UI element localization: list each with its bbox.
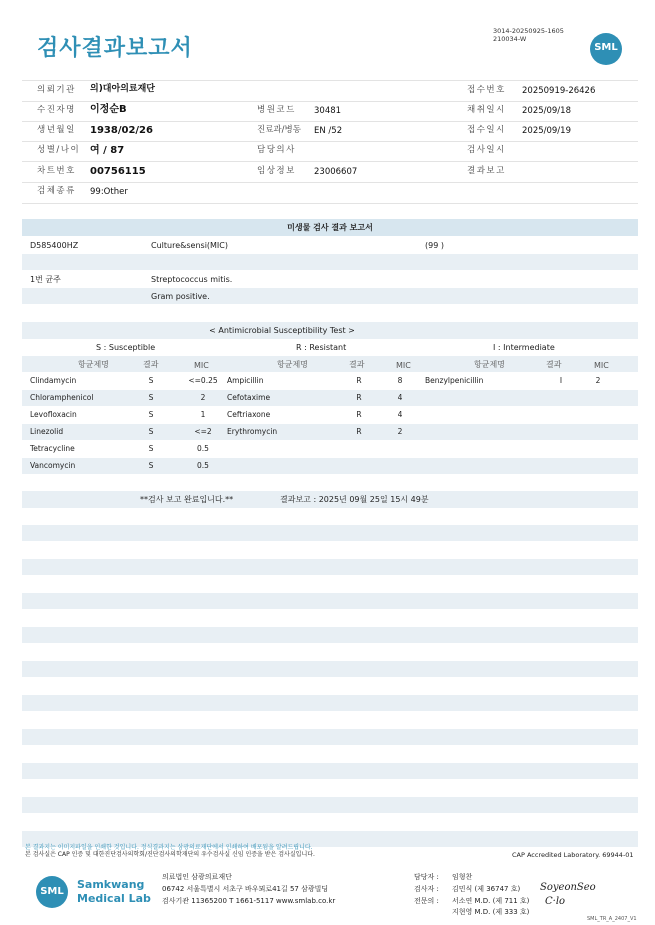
receipt-no-label: 접수번호 [467,85,506,95]
report-label: 결과보고 [467,166,506,176]
receipt-no-value: 20250919-26426 [522,86,596,96]
ast-drug-name: Ceftriaxone [227,410,271,419]
chart-label: 차트번호 [37,166,76,176]
ast-mic: 2 [200,393,206,402]
chart-value: 00756115 [90,166,146,177]
footer-address: 06742 서울특별시 서초구 바우뫼로41길 57 삼광빌딩 [162,885,329,893]
sml-logo-text: SML [594,42,618,53]
col-result-3: 결과 [546,360,562,369]
col-drug-1: 항균제명 [78,360,109,369]
hospcode-label: 병원코드 [257,105,296,115]
tester-label: 검사자 : [414,885,439,893]
footer-contact: 검사기관 11365200 T 1661-5117 www.smlab.co.kr [162,897,336,905]
col-result-2: 결과 [349,360,365,369]
form-code: SML_TR_A_2407_V1 [587,916,637,922]
ast-result: S [148,393,154,402]
ast-mic: 2 [397,427,403,436]
ast-result: S [148,444,154,453]
name-label: 수진자명 [37,105,76,115]
complete-message: **검사 보고 완료입니다.** [140,495,234,504]
col-mic-1: MIC [194,361,209,370]
col-result-1: 결과 [143,360,159,369]
ast-mic: 8 [397,376,403,385]
micro-test-code: (99 ) [425,241,444,250]
clinical-label: 임상정보 [257,166,296,176]
ast-result: S [148,410,154,419]
report-time: 결과보고 : 2025년 09월 25일 15시 49분 [280,495,429,504]
name-value: 이정순B [90,104,127,115]
sex-value: 여 / 87 [90,145,125,156]
isolate-label: 1번 균주 [30,275,61,284]
dob-value: 1938/02/26 [90,125,153,136]
ast-mic: <=2 [194,427,212,436]
doctor-label: 담당의사 [257,145,296,155]
ast-drug-name: Clindamycin [30,376,77,385]
ast-drug-name: Levofloxacin [30,410,77,419]
ast-drug-name: Benzylpenicillin [425,376,484,385]
expert-name-2: 지현영 M.D. (제 333 호) [452,908,530,916]
ast-mic: 2 [595,376,601,385]
gram-stain: Gram positive. [151,292,210,301]
expert-label: 전문의 : [414,897,439,905]
dob-label: 생년월일 [37,125,76,135]
micro-section-title: 미생물 검사 결과 보고서 [287,223,373,232]
legend-intermediate: I : Intermediate [493,343,555,352]
sex-label: 성별/나이 [37,145,81,155]
specimen-label: 검체종류 [37,186,76,196]
dept-value: EN /52 [314,126,343,136]
col-drug-3: 항균제명 [474,360,505,369]
legend-susceptible: S : Susceptible [96,343,156,352]
col-mic-3: MIC [594,361,609,370]
hospcode-value: 30481 [314,106,342,116]
footer-org: 의료법인 삼광의료재단 [162,873,232,881]
org-value: 의)대아의료재단 [90,84,155,94]
expert-name-1: 서소연 M.D. (제 711 호) [452,897,530,905]
organism: Streptococcus mitis. [151,275,233,284]
ast-drug-name: Cefotaxime [227,393,271,402]
micro-code: D585400HZ [30,241,79,250]
ast-title: < Antimicrobial Susceptibility Test > [209,326,355,335]
collect-value: 2025/09/18 [522,106,571,116]
ast-result: R [356,410,362,419]
dept-label: 진료과/병동 [257,125,301,135]
ast-result: R [356,427,362,436]
manager-name: 임형찬 [452,873,473,881]
col-drug-2: 항균제명 [277,360,308,369]
ast-mic: 4 [397,410,403,419]
specimen-value: 99:Other [90,187,128,197]
org-label: 의뢰기관 [37,85,76,95]
ast-mic: 0.5 [197,461,209,470]
ast-drug-name: Tetracycline [30,444,75,453]
ast-result: R [356,376,362,385]
report-title: 검사결과보고서 [37,36,193,61]
ast-drug-name: Erythromycin [227,427,278,436]
col-mic-2: MIC [396,361,411,370]
ast-mic: 4 [397,393,403,402]
receipt-date-value: 2025/09/19 [522,126,571,136]
ast-mic: <=0.25 [188,376,218,385]
ast-result: S [148,461,154,470]
sml-footer-logo-text: SML [40,886,64,897]
tester-name: 김민식 (제 36747 호) [452,885,521,893]
ast-result: S [148,427,154,436]
ast-result: R [356,393,362,402]
legend-resistant: R : Resistant [296,343,347,352]
doc-id: 3014-20250925-1605 210034-W [493,27,564,43]
ast-drug-name: Vancomycin [30,461,76,470]
signature-2: C·lo [545,896,566,907]
ast-drug-name: Ampicillin [227,376,264,385]
clinical-value: 23006607 [314,167,358,177]
receipt-date-label: 접수일시 [467,125,506,135]
ast-drug-name: Linezolid [30,427,64,436]
ast-mic: 1 [200,410,206,419]
footer-notice-1: 본 결과지는 이미지파일을 인쇄한 것입니다. 정식결과지는 삼광의료재단에서 인쇄하여 배포됨을 알려드립니다. [25,844,313,851]
cap-accreditation: CAP Accredited Laboratory. 69944-01 [512,851,634,859]
ast-drug-name: Chloramphenicol [30,393,94,402]
brand-line-1: Samkwang [77,878,145,891]
test-date-label: 검사일시 [467,145,506,155]
ast-result: S [148,376,154,385]
manager-label: 담당자 : [414,873,439,881]
ast-mic: 0.5 [197,444,209,453]
collect-label: 채취일시 [467,105,506,115]
micro-test-name: Culture&sensi(MIC) [151,241,228,250]
brand-line-2: Medical Lab [77,892,151,905]
ast-result: I [559,376,563,385]
footer-notice-2: 본 검사실은 CAP 인증 및 대한진단검사의학회/진단검사의학재단의 우수검사실 신임 인증을 받은 검사실입니다. [25,851,315,858]
signature-1: SoyeonSeo [540,882,596,893]
